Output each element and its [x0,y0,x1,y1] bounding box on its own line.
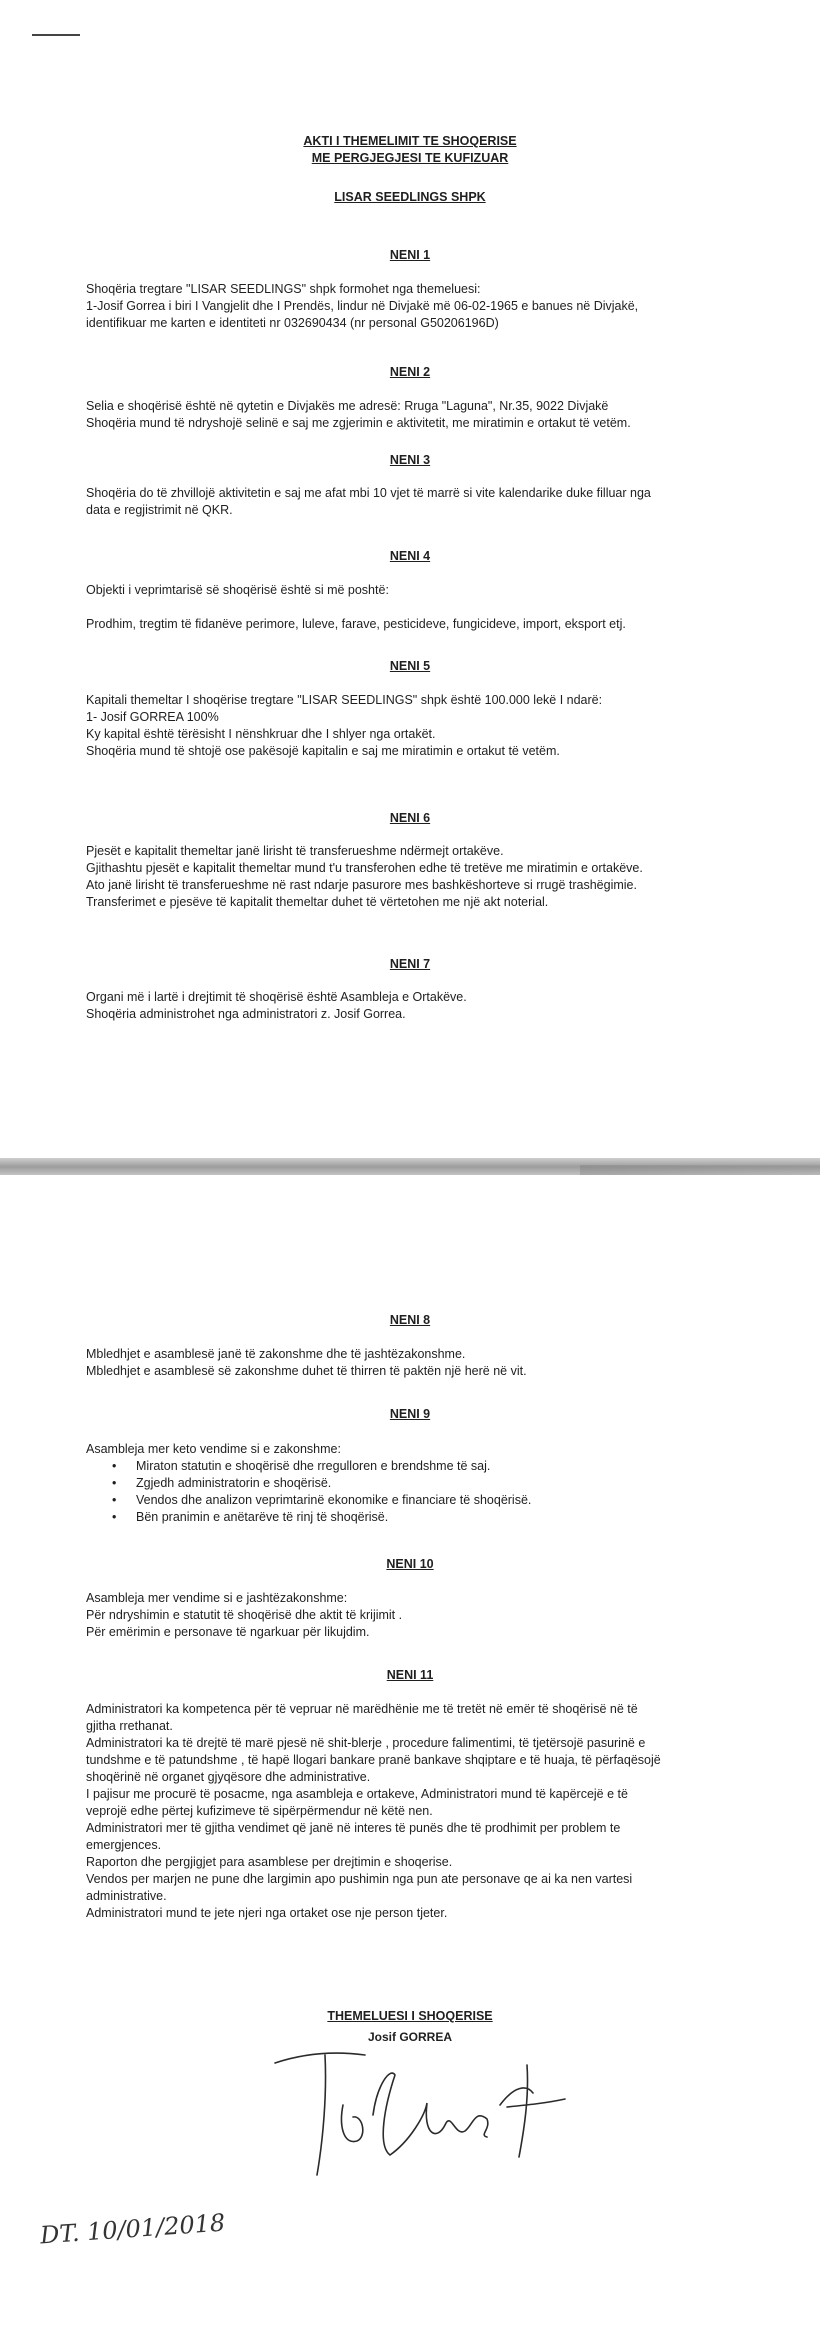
article-line: Raporton dhe pergjigjet para asamblese per drejtimin e shoqerise. [86,1855,453,1869]
document-title-line-2: ME PERGJEGJESI TE KUFIZUAR [311,151,509,165]
article-line: emergjences. [86,1838,162,1852]
article-line: Mbledhjet e asamblesë janë të zakonshme dhe të jashtëzakonshme. [86,1347,466,1361]
article-heading: NENI 10 [386,1557,434,1571]
article-heading: NENI 11 [386,1668,434,1682]
article-line: 1- Josif GORREA 100% [86,710,219,724]
article-line: Organi më i lartë i drejtimit të shoqërisë është Asambleja e Ortakëve. [86,990,467,1004]
article-body [86,1701,746,1922]
article-heading: NENI 4 [389,549,431,563]
article-body [86,582,746,633]
article-line: Shoqëria administrohet nga administratori z. Josif Gorrea. [86,1007,406,1021]
article-line: gjitha rrethanat. [86,1719,173,1733]
article-line: 1-Josif Gorrea i biri I Vangjelit dhe I Prendës, lindur në Divjakë më 06-02-1965 e banues në Divjakë, [86,299,639,313]
article-line: Administratori ka kompetenca për të vepruar në marëdhënie me të tretët në emër të shoqërisë në të [86,1702,638,1716]
article-heading: NENI 6 [389,811,431,825]
article-line: Shoqëria tregtare "LISAR SEEDLINGS" shpk formohet nga themeluesi: [86,282,481,296]
article-heading: NENI 5 [389,659,431,673]
article-line: Shoqëria mund të ndryshojë selinë e saj me zgjerimin e aktivitetit, me miratimin e ortakut të vetëm. [86,416,631,430]
article-line: Për emërimin e personave të ngarkuar për likujdim. [86,1625,370,1639]
article-line: Për ndryshimin e statutit të shoqërisë dhe aktit të krijimit . [86,1608,403,1622]
page-corner-mark [32,34,80,36]
article-heading: NENI 7 [389,957,431,971]
article-body [86,989,746,1023]
article-heading: NENI 1 [389,248,431,262]
founder-heading: THEMELUESI I SHOQERISE [327,2009,493,2023]
article-line: Shoqëria mund të shtojë ose pakësojë kapitalin e saj me miratimin e ortakut të vetëm. [86,744,560,758]
list-item: • Bën pranimin e anëtarëve të rinj të shoqërisë. [86,1509,746,1526]
article-bullet-list [86,1458,746,1526]
article-line: Administratori ka të drejtë të marë pjesë në shit-blerje , procedure falimentimi, të tjetërsojë pasurinë e [86,1736,646,1750]
article-line: identifikuar me karten e identiteti nr 032690434 (nr personal G50206196D) [86,316,499,330]
handwritten-date: DT. 10/01/2018 [39,2208,227,2250]
article-line: shoqërinë në organet gjyqësore dhe administrative. [86,1770,371,1784]
article-heading: NENI 9 [389,1407,431,1421]
article-line: Ato janë lirisht të transferueshme në rast ndarje pasurore mes bashkëshorteve si rrugë trashëgimie. [86,878,637,892]
document-title-line-1: AKTI I THEMELIMIT TE SHOQERISE [303,134,517,148]
article-line: Transferimet e pjesëve të kapitalit themeltar duhet të vërtetohen me një akt noterial. [86,895,549,909]
article-line: Selia e shoqërisë është në qytetin e Divjakës me adresë: Rruga "Laguna", Nr.35, 9022 Divjakë [86,399,609,413]
article-line [86,599,746,616]
article-line: Gjithashtu pjesët e kapitalit themeltar mund t'u transferohen edhe të tretëve me miratimin e ortakëve. [86,861,643,875]
article-line: Ky kapital është tërësisht I nënshkruar dhe I shlyer nga ortakët. [86,727,436,741]
article-line: veprojë edhe përtej kufizimeve të sipërpërmendur në këtë nen. [86,1804,433,1818]
article-line: Asambleja mer vendime si e jashtëzakonshme: [86,1591,348,1605]
article-heading: NENI 8 [389,1313,431,1327]
article-line: Administratori mer të gjitha vendimet që janë në interes të punës dhe të prodhimit per problem te [86,1821,621,1835]
article-line: Administratori mund te jete njeri nga ortaket ose nje person tjeter. [86,1906,448,1920]
article-line: Vendos per marjen ne pune dhe largimin apo pushimin nga pun ate personave qe ai ka nen vartesi [86,1872,633,1886]
article-line: Mbledhjet e asamblesë së zakonshme duhet të thirren të paktën një herë në vit. [86,1364,527,1378]
article-body [86,692,746,760]
article-body [86,843,746,911]
list-item: • Vendos dhe analizon veprimtarinë ekonomike e financiare të shoqërisë. [86,1492,746,1509]
article-body [86,1346,746,1380]
article-body [86,485,746,519]
article-heading: NENI 2 [389,365,431,379]
article-body [86,281,746,332]
article-heading: NENI 3 [389,453,431,467]
list-item: • Zgjedh administratorin e shoqërisë. [86,1475,746,1492]
article-body [86,1441,746,1526]
company-name: LISAR SEEDLINGS SHPK [334,190,486,204]
article-line: Asambleja mer keto vendime si e zakonshme: [86,1442,341,1456]
article-line: administrative. [86,1889,167,1903]
article-line: data e regjistrimit në QKR. [86,503,233,517]
article-line: Pjesët e kapitalit themeltar janë lirisht të transferueshme ndërmejt ortakëve. [86,844,504,858]
founder-signature [265,2045,585,2185]
article-line: Objekti i veprimtarisë së shoqërisë është si më poshtë: [86,583,389,597]
article-line: Shoqëria do të zhvillojë aktivitetin e saj me afat mbi 10 vjet të marrë si vite kalendarike duke filluar nga [86,486,651,500]
article-body [86,398,746,432]
article-line: Kapitali themeltar I shoqërise tregtare "LISAR SEEDLINGS" shpk është 100.000 lekë I ndarë: [86,693,603,707]
article-line: tundshme e të patundshme , të hapë llogari bankare pranë bankave shqiptare e të huaja, të përfaqësojë [86,1753,661,1767]
founder-name: Josif GORREA [367,2030,452,2044]
article-line: Prodhim, tregtim të fidanëve perimore, luleve, farave, pesticideve, fungicideve, import, eksport etj. [86,617,626,631]
article-body [86,1590,746,1641]
list-item: • Miraton statutin e shoqërisë dhe rregulloren e brendshme të saj. [86,1458,746,1475]
article-line: I pajisur me procurë të posacme, nga asambleja e ortakeve, Administratori mund të kapërcejë e të [86,1787,628,1801]
